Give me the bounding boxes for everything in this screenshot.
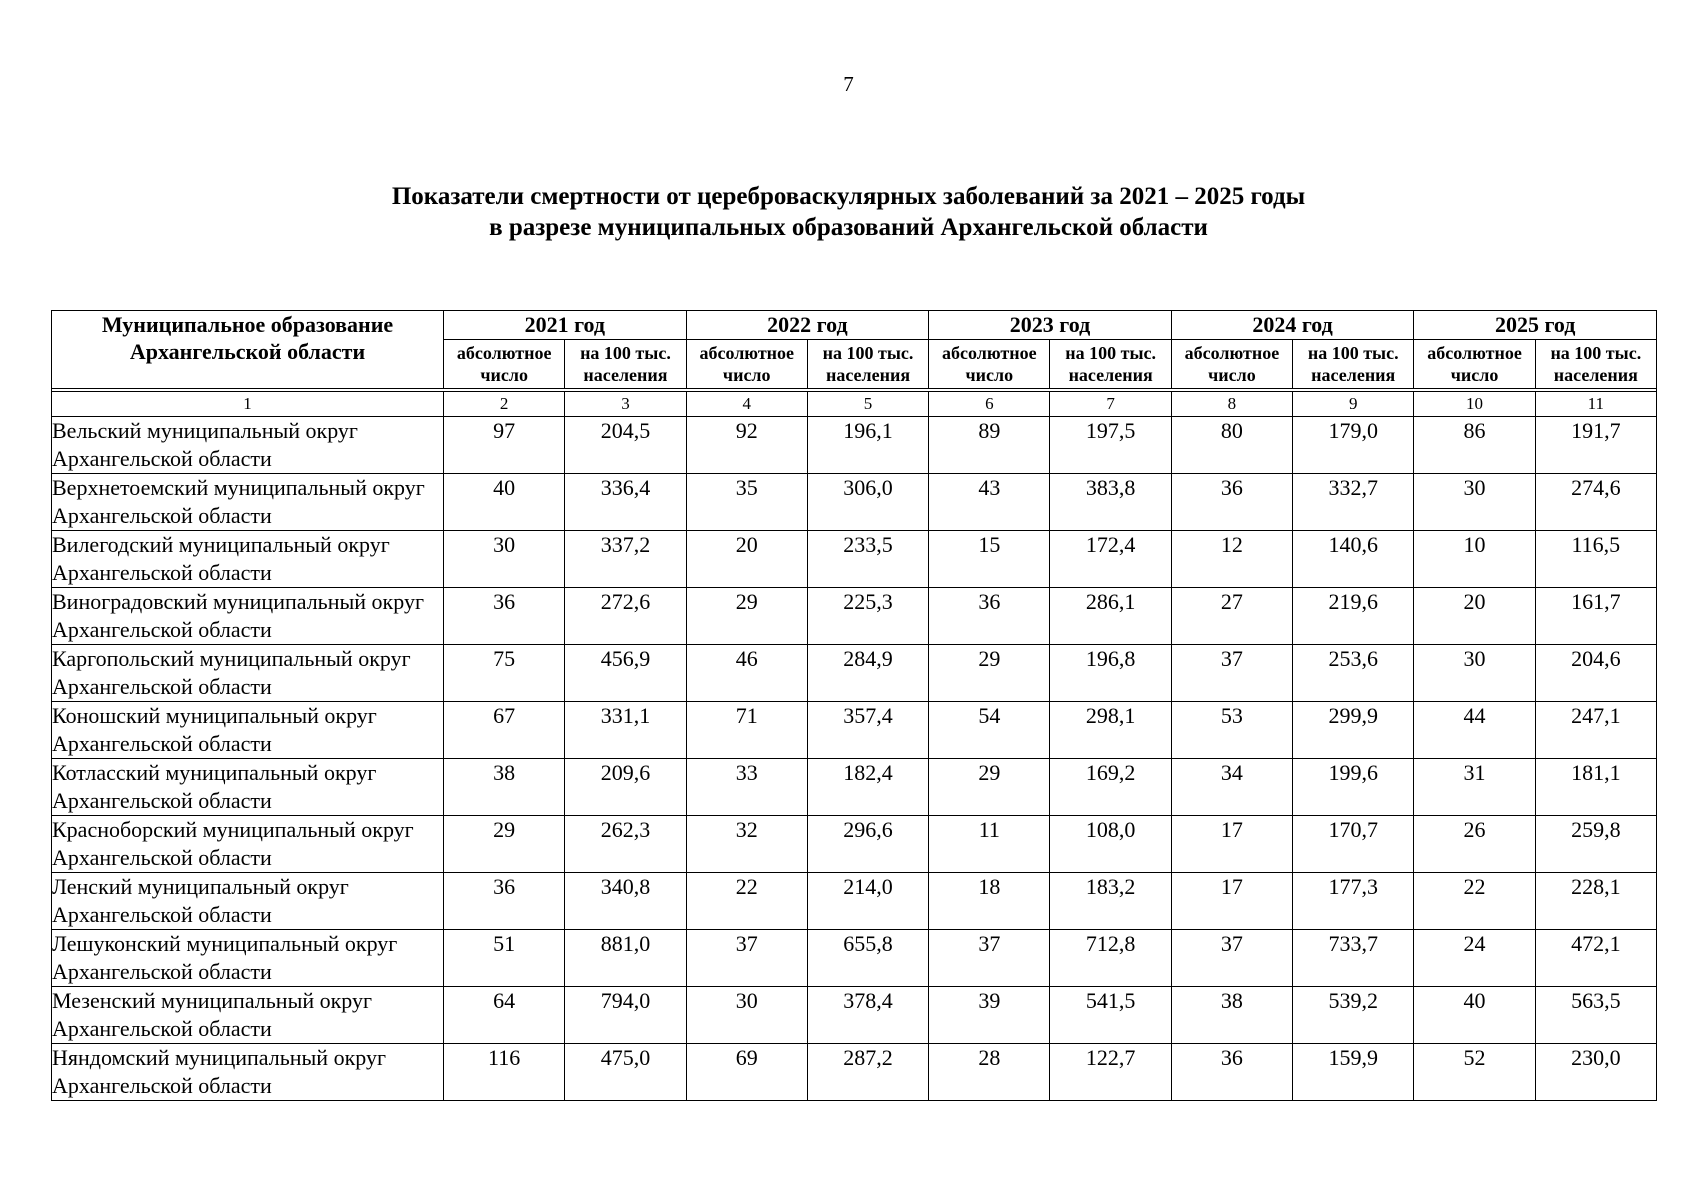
absolute-number-cell: 26 [1414, 816, 1535, 873]
per-100k-cell: 262,3 [565, 816, 686, 873]
absolute-number-cell: 28 [929, 1044, 1050, 1101]
year-header: 2022 год [686, 311, 929, 340]
per-100k-cell: 196,1 [807, 417, 928, 474]
per-100k-cell: 259,8 [1535, 816, 1656, 873]
absolute-number-cell: 29 [686, 588, 807, 645]
municipality-name: Вилегодский муниципальный округ Архангельской области [52, 531, 444, 588]
absolute-number-cell: 36 [1171, 1044, 1292, 1101]
absolute-number-cell: 35 [686, 474, 807, 531]
per-100k-cell: 177,3 [1293, 873, 1414, 930]
per-100k-cell: 170,7 [1293, 816, 1414, 873]
absolute-number-cell: 15 [929, 531, 1050, 588]
absolute-number-cell: 30 [686, 987, 807, 1044]
per-100k-cell: 539,2 [1293, 987, 1414, 1044]
per-100k-cell: 122,7 [1050, 1044, 1171, 1101]
absolute-number-cell: 43 [929, 474, 1050, 531]
per-100k-cell: 179,0 [1293, 417, 1414, 474]
absolute-number-cell: 71 [686, 702, 807, 759]
column-number: 3 [565, 392, 686, 417]
absolute-number-header: абсолютное число [444, 340, 565, 389]
absolute-number-cell: 36 [929, 588, 1050, 645]
municipality-column-header: Муниципальное образование Архангельской области [52, 311, 444, 389]
absolute-number-cell: 29 [929, 645, 1050, 702]
per-100k-cell: 169,2 [1050, 759, 1171, 816]
per-100k-cell: 340,8 [565, 873, 686, 930]
per-100k-cell: 733,7 [1293, 930, 1414, 987]
absolute-number-cell: 37 [1171, 930, 1292, 987]
per-100k-header: на 100 тыс. населения [1535, 340, 1656, 389]
per-100k-cell: 204,5 [565, 417, 686, 474]
column-number: 1 [52, 392, 444, 417]
table-row [52, 474, 1657, 531]
absolute-number-cell: 64 [444, 987, 565, 1044]
per-100k-cell: 298,1 [1050, 702, 1171, 759]
per-100k-cell: 191,7 [1535, 417, 1656, 474]
per-100k-header: на 100 тыс. населения [565, 340, 686, 389]
column-number: 10 [1414, 392, 1535, 417]
per-100k-cell: 182,4 [807, 759, 928, 816]
absolute-number-cell: 37 [1171, 645, 1292, 702]
municipality-name: Лешуконский муниципальный округ Архангельской области [52, 930, 444, 987]
per-100k-cell: 183,2 [1050, 873, 1171, 930]
absolute-number-cell: 53 [1171, 702, 1292, 759]
absolute-number-cell: 34 [1171, 759, 1292, 816]
per-100k-cell: 563,5 [1535, 987, 1656, 1044]
year-header: 2021 год [444, 311, 687, 340]
per-100k-header: на 100 тыс. населения [1293, 340, 1414, 389]
municipality-name: Виноградовский муниципальный округ Архангельской области [52, 588, 444, 645]
absolute-number-cell: 30 [1414, 474, 1535, 531]
column-number-row [52, 392, 1657, 417]
per-100k-cell: 712,8 [1050, 930, 1171, 987]
absolute-number-cell: 40 [444, 474, 565, 531]
per-100k-cell: 108,0 [1050, 816, 1171, 873]
absolute-number-cell: 31 [1414, 759, 1535, 816]
absolute-number-cell: 20 [1414, 588, 1535, 645]
column-number: 6 [929, 392, 1050, 417]
per-100k-cell: 472,1 [1535, 930, 1656, 987]
column-number: 2 [444, 392, 565, 417]
absolute-number-cell: 30 [444, 531, 565, 588]
absolute-number-header: абсолютное число [929, 340, 1050, 389]
absolute-number-cell: 17 [1171, 816, 1292, 873]
per-100k-header: на 100 тыс. населения [1050, 340, 1171, 389]
year-header-row [52, 311, 1657, 340]
table-row [52, 759, 1657, 816]
absolute-number-cell: 10 [1414, 531, 1535, 588]
absolute-number-cell: 80 [1171, 417, 1292, 474]
per-100k-cell: 306,0 [807, 474, 928, 531]
municipality-name: Верхнетоемский муниципальный округ Архангельской области [52, 474, 444, 531]
table-body [52, 389, 1657, 1101]
per-100k-cell: 228,1 [1535, 873, 1656, 930]
per-100k-cell: 794,0 [565, 987, 686, 1044]
per-100k-cell: 159,9 [1293, 1044, 1414, 1101]
per-100k-cell: 287,2 [807, 1044, 928, 1101]
page-number: 7 [843, 72, 854, 96]
column-number: 7 [1050, 392, 1171, 417]
per-100k-cell: 284,9 [807, 645, 928, 702]
municipality-name: Красноборский муниципальный округ Архангельской области [52, 816, 444, 873]
absolute-number-cell: 39 [929, 987, 1050, 1044]
absolute-number-cell: 52 [1414, 1044, 1535, 1101]
per-100k-cell: 225,3 [807, 588, 928, 645]
per-100k-cell: 541,5 [1050, 987, 1171, 1044]
per-100k-cell: 274,6 [1535, 474, 1656, 531]
column-number: 4 [686, 392, 807, 417]
per-100k-cell: 116,5 [1535, 531, 1656, 588]
per-100k-cell: 196,8 [1050, 645, 1171, 702]
absolute-number-cell: 40 [1414, 987, 1535, 1044]
year-header: 2024 год [1171, 311, 1414, 340]
absolute-number-cell: 12 [1171, 531, 1292, 588]
column-number: 11 [1535, 392, 1656, 417]
absolute-number-cell: 20 [686, 531, 807, 588]
absolute-number-cell: 92 [686, 417, 807, 474]
per-100k-cell: 286,1 [1050, 588, 1171, 645]
absolute-number-cell: 29 [929, 759, 1050, 816]
per-100k-cell: 230,0 [1535, 1044, 1656, 1101]
absolute-number-cell: 44 [1414, 702, 1535, 759]
absolute-number-cell: 38 [1171, 987, 1292, 1044]
title-line-2: в разрезе муниципальных образований Архангельской области [489, 214, 1208, 241]
absolute-number-cell: 38 [444, 759, 565, 816]
per-100k-cell: 140,6 [1293, 531, 1414, 588]
absolute-number-cell: 89 [929, 417, 1050, 474]
absolute-number-header: абсолютное число [686, 340, 807, 389]
absolute-number-cell: 37 [929, 930, 1050, 987]
absolute-number-cell: 36 [1171, 474, 1292, 531]
municipality-name: Мезенский муниципальный округ Архангельской области [52, 987, 444, 1044]
table-row [52, 987, 1657, 1044]
table-row [52, 1044, 1657, 1101]
table-row [52, 588, 1657, 645]
per-100k-cell: 331,1 [565, 702, 686, 759]
per-100k-cell: 181,1 [1535, 759, 1656, 816]
table-row [52, 645, 1657, 702]
table-row [52, 816, 1657, 873]
municipality-name: Котласский муниципальный округ Архангельской области [52, 759, 444, 816]
per-100k-cell: 337,2 [565, 531, 686, 588]
absolute-number-cell: 37 [686, 930, 807, 987]
per-100k-cell: 881,0 [565, 930, 686, 987]
absolute-number-cell: 17 [1171, 873, 1292, 930]
mortality-table [51, 310, 1657, 1101]
absolute-number-cell: 69 [686, 1044, 807, 1101]
year-header: 2023 год [929, 311, 1172, 340]
municipality-name: Вельский муниципальный округ Архангельской области [52, 417, 444, 474]
table-row [52, 531, 1657, 588]
per-100k-cell: 357,4 [807, 702, 928, 759]
per-100k-cell: 209,6 [565, 759, 686, 816]
per-100k-cell: 233,5 [807, 531, 928, 588]
absolute-number-cell: 51 [444, 930, 565, 987]
absolute-number-cell: 97 [444, 417, 565, 474]
municipality-name: Ленский муниципальный округ Архангельской области [52, 873, 444, 930]
per-100k-header: на 100 тыс. населения [807, 340, 928, 389]
column-number: 5 [807, 392, 928, 417]
absolute-number-cell: 116 [444, 1044, 565, 1101]
absolute-number-cell: 30 [1414, 645, 1535, 702]
absolute-number-header: абсолютное число [1171, 340, 1292, 389]
absolute-number-cell: 18 [929, 873, 1050, 930]
municipality-name: Каргопольский муниципальный округ Архангельской области [52, 645, 444, 702]
absolute-number-cell: 24 [1414, 930, 1535, 987]
per-100k-cell: 247,1 [1535, 702, 1656, 759]
municipality-name: Няндомский муниципальный округ Архангельской области [52, 1044, 444, 1101]
per-100k-cell: 161,7 [1535, 588, 1656, 645]
municipality-name: Коношский муниципальный округ Архангельской области [52, 702, 444, 759]
year-header: 2025 год [1414, 311, 1657, 340]
per-100k-cell: 296,6 [807, 816, 928, 873]
per-100k-cell: 336,4 [565, 474, 686, 531]
per-100k-cell: 383,8 [1050, 474, 1171, 531]
absolute-number-cell: 29 [444, 816, 565, 873]
absolute-number-cell: 67 [444, 702, 565, 759]
table-row [52, 702, 1657, 759]
title-line-1: Показатели смертности от цереброваскулярных заболеваний за 2021 – 2025 годы [391, 183, 1306, 210]
absolute-number-cell: 46 [686, 645, 807, 702]
per-100k-cell: 299,9 [1293, 702, 1414, 759]
per-100k-cell: 272,6 [565, 588, 686, 645]
per-100k-cell: 219,6 [1293, 588, 1414, 645]
document-title [0, 181, 1697, 243]
per-100k-cell: 655,8 [807, 930, 928, 987]
per-100k-cell: 475,0 [565, 1044, 686, 1101]
table-row [52, 930, 1657, 987]
per-100k-cell: 197,5 [1050, 417, 1171, 474]
absolute-number-cell: 75 [444, 645, 565, 702]
per-100k-cell: 253,6 [1293, 645, 1414, 702]
per-100k-cell: 204,6 [1535, 645, 1656, 702]
absolute-number-cell: 86 [1414, 417, 1535, 474]
absolute-number-cell: 54 [929, 702, 1050, 759]
absolute-number-cell: 33 [686, 759, 807, 816]
table-row [52, 417, 1657, 474]
per-100k-cell: 456,9 [565, 645, 686, 702]
absolute-number-cell: 22 [1414, 873, 1535, 930]
per-100k-cell: 214,0 [807, 873, 928, 930]
column-number: 8 [1171, 392, 1292, 417]
column-number: 9 [1293, 392, 1414, 417]
absolute-number-cell: 11 [929, 816, 1050, 873]
per-100k-cell: 199,6 [1293, 759, 1414, 816]
absolute-number-cell: 36 [444, 588, 565, 645]
absolute-number-cell: 27 [1171, 588, 1292, 645]
per-100k-cell: 172,4 [1050, 531, 1171, 588]
per-100k-cell: 378,4 [807, 987, 928, 1044]
absolute-number-cell: 32 [686, 816, 807, 873]
per-100k-cell: 332,7 [1293, 474, 1414, 531]
absolute-number-header: абсолютное число [1414, 340, 1535, 389]
absolute-number-cell: 36 [444, 873, 565, 930]
table-row [52, 873, 1657, 930]
absolute-number-cell: 22 [686, 873, 807, 930]
